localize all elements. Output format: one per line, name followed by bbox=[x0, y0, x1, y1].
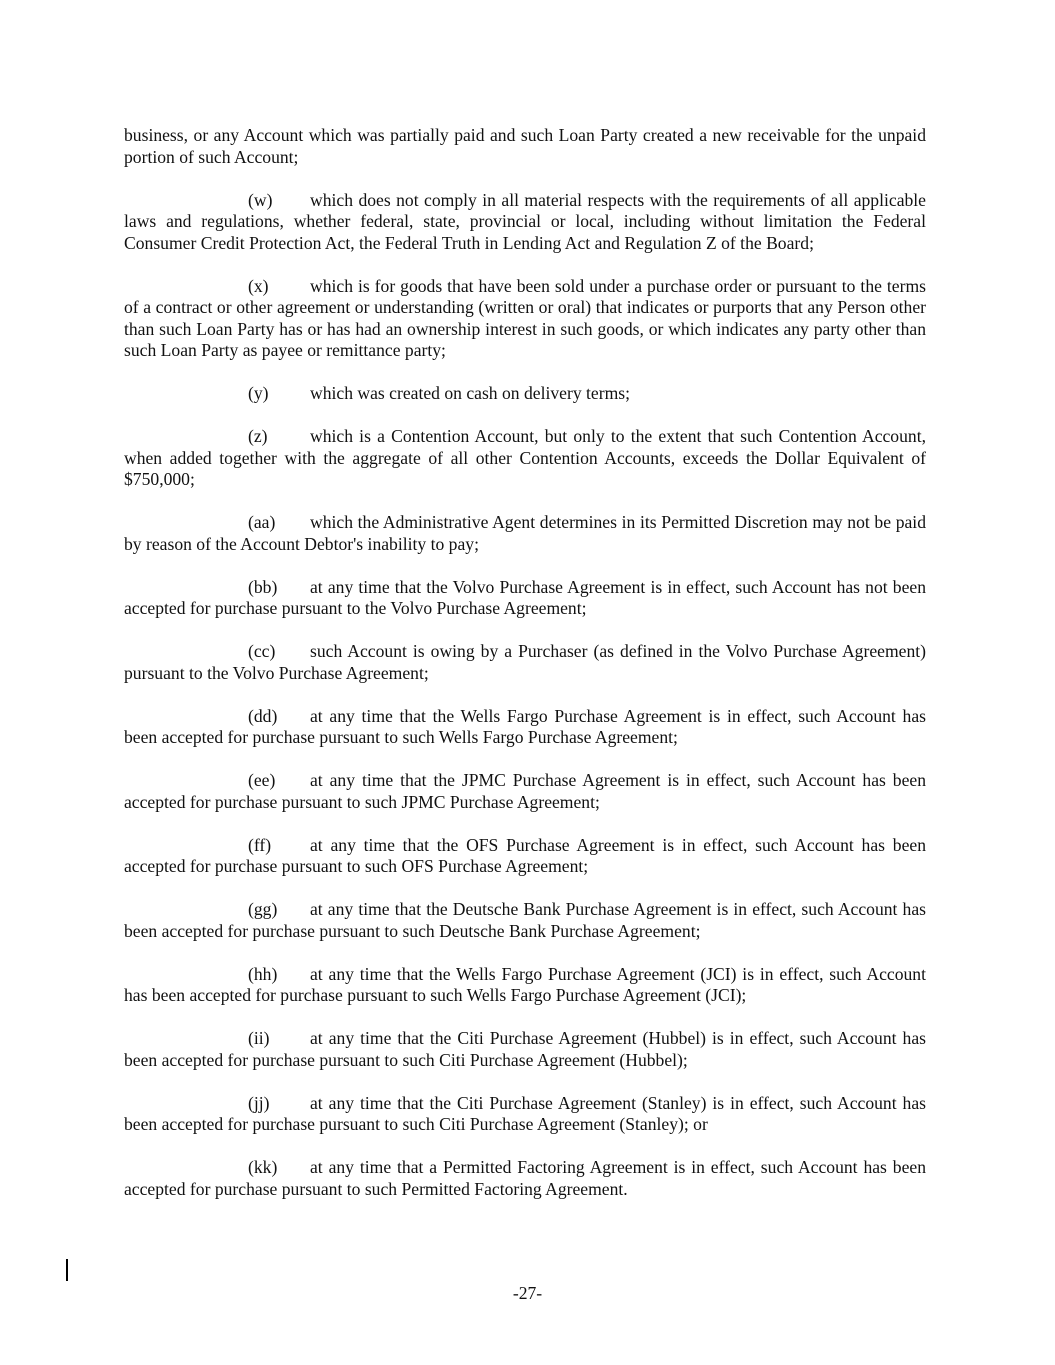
clause-label: (aa) bbox=[248, 512, 276, 532]
clause-y bbox=[124, 383, 926, 405]
clause-label: (ff) bbox=[248, 834, 272, 855]
clause-label: (jj) bbox=[248, 1092, 270, 1113]
revision-change-bar bbox=[66, 1259, 68, 1281]
clause-label: (ii) bbox=[248, 1028, 270, 1048]
clause-text: at any time that the Volvo Purchase Agreement is in effect, such Account has not been accepted for purchase pursuant to the Volvo Purchase Agreement; bbox=[124, 576, 926, 618]
clause-text: which is for goods that have been sold under a purchase order or pursuant to the terms of a contract or other agreement or understanding (written or oral) that indicates or purports that any Person other than such Loan Party has or has had an ownership interest in such goods, or which indicates any party other than such Loan Party as payee or remittance party; bbox=[124, 275, 926, 360]
clause-text: at any time that the Wells Fargo Purchase Agreement (JCI) is in effect, such Account has been accepted for purchase pursuant to such Wells Fargo Purchase Agreement (JCI); bbox=[124, 963, 926, 1005]
clause-text: at any time that the OFS Purchase Agreement is in effect, such Account has been accepted for purchase pursuant to such OFS Purchase Agreement; bbox=[124, 834, 926, 876]
clause-text: at any time that the Deutsche Bank Purchase Agreement is in effect, such Account has been accepted for purchase pursuant to such Deutsche Bank Purchase Agreement; bbox=[124, 899, 926, 941]
clause-text: which the Administrative Agent determines in its Permitted Discretion may not be paid by reason of the Account Debtor's inability to pay; bbox=[124, 512, 926, 554]
clause-text: at any time that the Wells Fargo Purchase Agreement is in effect, such Account has been accepted for purchase pursuant to such Wells Fargo Purchase Agreement; bbox=[124, 705, 926, 747]
clause-kk bbox=[124, 1157, 926, 1200]
clause-text: which was created on cash on delivery terms; bbox=[310, 383, 630, 403]
clause-text: at any time that the Citi Purchase Agreement (Stanley) is in effect, such Account has been accepted for purchase pursuant to such Citi Purchase Agreement (Stanley); or bbox=[124, 1092, 926, 1134]
clause-ii bbox=[124, 1028, 926, 1071]
clause-dd bbox=[124, 706, 926, 749]
clause-label: (hh) bbox=[248, 963, 278, 984]
clause-hh bbox=[124, 964, 926, 1007]
clause-text: such Account is owing by a Purchaser (as defined in the Volvo Purchase Agreement) pursuant to the Volvo Purchase Agreement; bbox=[124, 641, 926, 683]
page-number: -27- bbox=[512, 1283, 543, 1303]
clause-jj bbox=[124, 1093, 926, 1136]
clause-label: (gg) bbox=[248, 899, 278, 919]
clause-label: (z) bbox=[248, 426, 268, 446]
clause-text: at any time that the Citi Purchase Agreement (Hubbel) is in effect, such Account has been accepted for purchase pursuant to such Citi Purchase Agreement (Hubbel); bbox=[124, 1028, 926, 1070]
clause-ee bbox=[124, 770, 926, 813]
clause-label: (w) bbox=[248, 189, 273, 210]
clause-z bbox=[124, 426, 926, 491]
clause-aa bbox=[124, 512, 926, 555]
clause-bb bbox=[124, 577, 926, 620]
clause-label: (y) bbox=[248, 383, 269, 403]
clause-text: at any time that a Permitted Factoring Agreement is in effect, such Account has been accepted for purchase pursuant to such Permitted Factoring Agreement. bbox=[124, 1157, 926, 1199]
clause-w bbox=[124, 190, 926, 255]
document-body bbox=[124, 125, 926, 1222]
clause-ff bbox=[124, 835, 926, 878]
continuation-paragraph: business, or any Account which was partially paid and such Loan Party created a new receivable for the unpaid portion of such Account; bbox=[124, 125, 926, 167]
clause-cc bbox=[124, 641, 926, 684]
clause-label: (cc) bbox=[248, 641, 276, 661]
clause-text: which is a Contention Account, but only to the extent that such Contention Account, when added together with the aggregate of all other Contention Accounts, exceeds the Dollar Equivalent of $750,000; bbox=[124, 426, 926, 489]
clause-label: (x) bbox=[248, 275, 269, 296]
clause-text: at any time that the JPMC Purchase Agreement is in effect, such Account has been accepted for purchase pursuant to such JPMC Purchase Agreement; bbox=[124, 770, 926, 812]
clause-label: (kk) bbox=[248, 1157, 278, 1177]
clause-label: (ee) bbox=[248, 770, 276, 790]
clause-label: (dd) bbox=[248, 705, 278, 726]
clause-x bbox=[124, 276, 926, 362]
clause-label: (bb) bbox=[248, 576, 278, 597]
clause-text: which does not comply in all material respects with the requirements of all applicable laws and regulations, whether federal, state, provincial or local, including without limitation the Federal Consumer Credit Protection Act, the Federal Truth in Lending Act and Regulation Z of the Board; bbox=[124, 189, 926, 253]
clause-gg bbox=[124, 899, 926, 942]
